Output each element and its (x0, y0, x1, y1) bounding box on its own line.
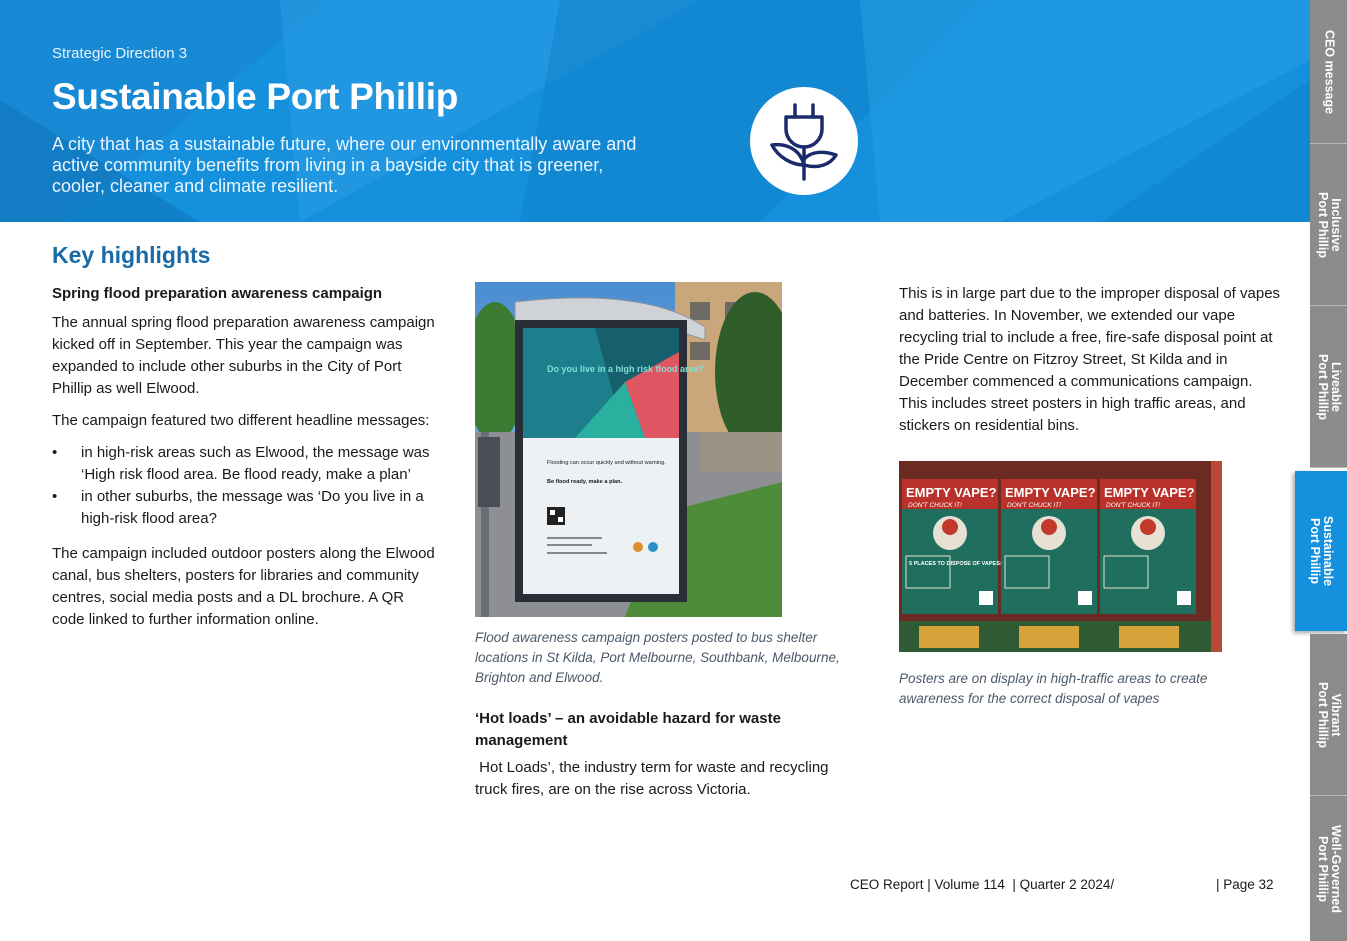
poster-cta-text: Be flood ready, make a plan. (547, 479, 623, 485)
list-item: • in other suburbs, the message was ‘Do you live in a high-risk flood area? (81, 486, 437, 530)
flood-paragraph-2: The campaign featured two different headline messages: (52, 412, 430, 429)
vape-poster-sub-2: DON'T CHUCK IT! (1007, 502, 1061, 509)
tab-liveable-label: Liveable Port Phillip (1315, 353, 1343, 420)
list-item: • in high-risk areas such as Elwood, the message was ‘High risk flood area. Be flood ready, make a plan’ (81, 442, 437, 486)
tab-ceo-message-label: CEO message (1322, 29, 1336, 114)
poster-body-text: Flooding can occur quickly and without warning. (547, 460, 666, 466)
tab-well-governed-label: Well-Governed Port Phillip (1315, 824, 1343, 913)
footer-report-info: CEO Report | Volume 114 | Quarter 2 2024/ (850, 877, 1115, 892)
vape-photo-caption: Posters are on display in high-traffic areas to create awareness for the correct disposal of vapes (899, 671, 1208, 706)
bus-shelter-image (475, 282, 782, 617)
vape-posters-photo (899, 461, 1222, 652)
headline-messages-list (81, 442, 437, 530)
flood-paragraph-3: The campaign included outdoor posters along the Elwood canal, bus shelters, posters for libraries and community centres, social media posts and a DL brochure. A QR code linked to further information online. (52, 545, 435, 628)
sustainability-badge (750, 87, 858, 195)
vape-posters-image (899, 461, 1222, 652)
vape-poster-sub-1: DON'T CHUCK IT! (908, 502, 962, 509)
header-banner (0, 0, 1310, 222)
flood-campaign-column (52, 283, 437, 631)
flood-photo-caption: Flood awareness campaign posters posted to bus shelter locations in St Kilda, Port Melbourne, Southbank, Melbourne, Brighton and Elwood. (475, 630, 840, 685)
vape-paragraph: This is in large part due to the improper disposal of vapes and batteries. In November, we extended our vape recycling trial to include a free, fire-safe disposal point at the Pride Centre on Fitzroy Street, St Kilda and in December commenced a communications campaign. This includes street posters in high traffic areas, and stickers on residential bins. (899, 285, 1281, 434)
vape-poster-places-1: 5 PLACES TO DISPOSE OF VAPES: (909, 561, 1002, 567)
vape-photo-caption-block (899, 669, 1269, 709)
strategic-direction-label: Strategic Direction 3 (52, 45, 188, 62)
flood-campaign-subheading: Spring flood preparation awareness campaign (52, 285, 383, 302)
tab-vibrant-label: Vibrant Port Phillip (1315, 681, 1343, 748)
vape-poster-title-2: EMPTY VAPE? (1005, 485, 1096, 500)
tab-inclusive[interactable] (1310, 144, 1347, 306)
hot-loads-subheading: ‘Hot loads’ – an avoidable hazard for waste management (475, 710, 781, 749)
vape-recycling-column (899, 283, 1284, 437)
tab-well-governed[interactable] (1310, 796, 1347, 941)
tab-ceo-message[interactable] (1310, 0, 1347, 144)
tab-sustainable-label: Sustainable Port Phillip (1308, 515, 1335, 587)
vape-poster-sub-3: DON'T CHUCK IT! (1106, 502, 1160, 509)
vape-poster-title-1: EMPTY VAPE? (906, 485, 997, 500)
poster-headline-text: Do you live in a high risk flood area? (547, 364, 705, 374)
tab-inclusive-label: Inclusive Port Phillip (1315, 191, 1343, 258)
hot-loads-paragraph: Hot Loads’, the industry term for waste and recycling truck fires, are on the rise across Victoria. (475, 759, 833, 798)
page-subtitle: A city that has a sustainable future, where our environmentally aware and active community benefits from living in a bayside city that is greener, cooler, cleaner and climate resilient. (52, 134, 637, 196)
flood-paragraph-1: The annual spring flood preparation awareness campaign kicked off in September. This year the campaign was expanded to include other suburbs in the City of Port Phillip as well Elwood. (52, 314, 435, 397)
vape-poster-title-3: EMPTY VAPE? (1104, 485, 1195, 500)
flood-photo-caption-block (475, 628, 855, 688)
tab-sustainable[interactable] (1295, 471, 1347, 631)
page-title: Sustainable Port Phillip (52, 76, 459, 117)
key-highlights-heading: Key highlights (52, 242, 211, 268)
hot-loads-block (475, 708, 855, 801)
section-side-tabs (1310, 0, 1347, 941)
flood-poster-photo (475, 282, 782, 617)
plug-leaf-icon (768, 101, 840, 183)
tab-vibrant[interactable] (1310, 634, 1347, 796)
footer-page-number: | Page 32 (1216, 877, 1274, 892)
tab-liveable[interactable] (1310, 306, 1347, 468)
